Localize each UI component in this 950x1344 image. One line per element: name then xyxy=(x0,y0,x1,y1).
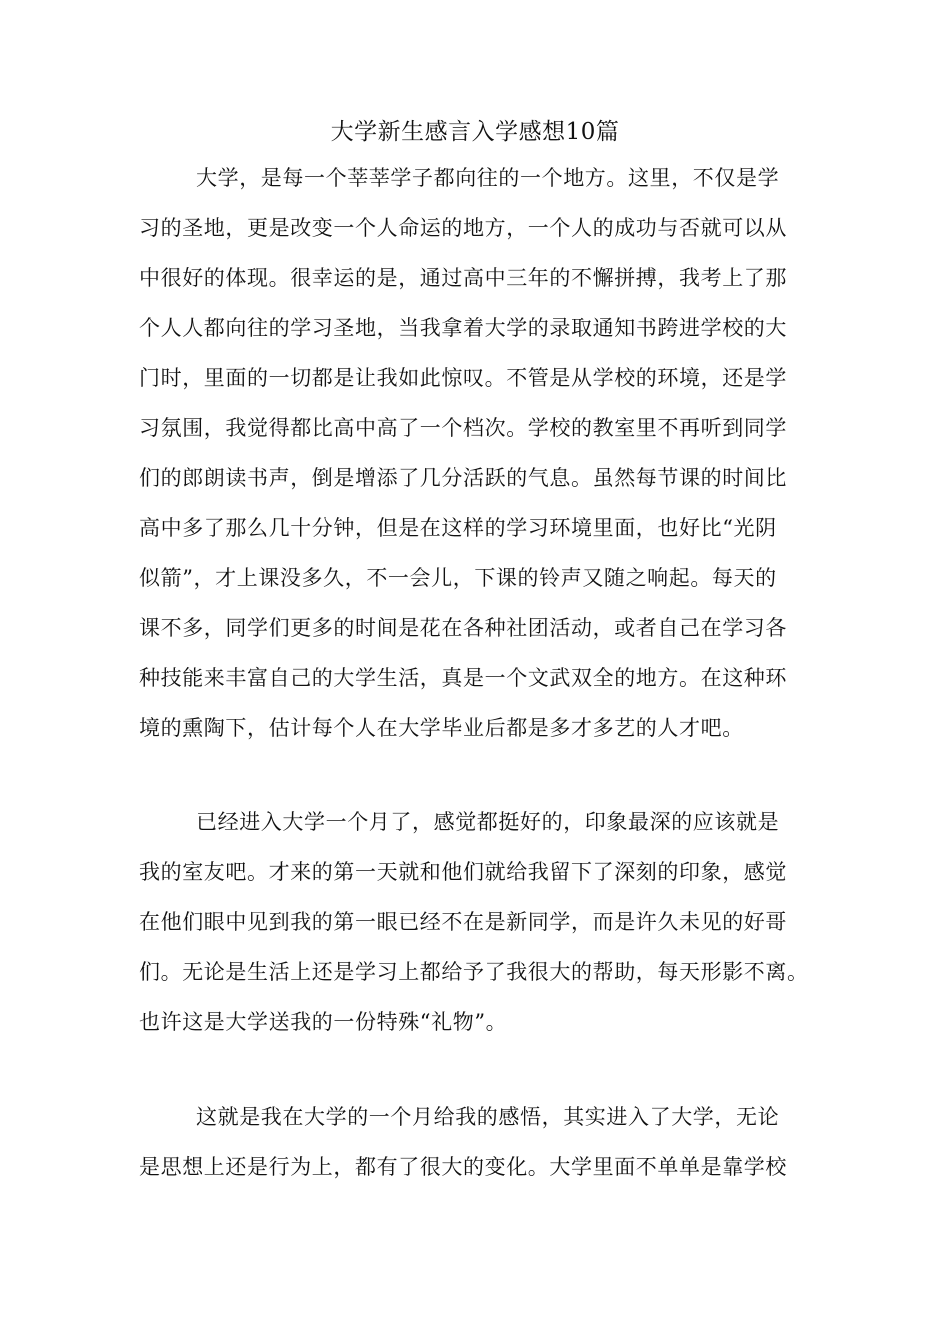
text-line: 个人人都向往的学习圣地，当我拿着大学的录取通知书跨进学校的大 xyxy=(139,316,787,340)
text-line: 似箭”，才上课没多久，不一会儿，下课的铃声又随之响起。每天的 xyxy=(139,566,777,590)
text-line: 在他们眼中见到我的第一眼已经不在是新同学，而是许久未见的好哥 xyxy=(139,910,787,934)
text-line: 门时，里面的一切都是让我如此惊叹。不管是从学校的环境，还是学 xyxy=(139,366,787,390)
text-line: 习氛围，我觉得都比高中高了一个档次。学校的教室里不再听到同学 xyxy=(139,416,787,440)
paragraph-2 xyxy=(139,797,819,1047)
text-line: 课不多，同学们更多的时间是花在各种社团活动，或者自己在学习各 xyxy=(139,616,787,640)
text-line: 已经进入大学一个月了，感觉都挺好的，印象最深的应该就是 xyxy=(196,810,780,834)
text-line: 种技能来丰富自己的大学生活，真是一个文武双全的地方。在这种环 xyxy=(139,666,787,690)
text-line: 大学，是每一个莘莘学子都向往的一个地方。这里，不仅是学 xyxy=(196,166,780,190)
text-line: 习的圣地，更是改变一个人命运的地方，一个人的成功与否就可以从 xyxy=(139,216,787,240)
text-line: 高中多了那么几十分钟，但是在这样的学习环境里面，也好比“光阴 xyxy=(139,516,777,540)
text-line: 们。无论是生活上还是学习上都给予了我很大的帮助，每天形影不离。 xyxy=(139,960,809,984)
document-title: 大学新生感言入学感想10篇 xyxy=(330,119,620,145)
text-line: 是思想上还是行为上，都有了很大的变化。大学里面不单单是靠学校 xyxy=(139,1155,787,1179)
paragraph-1 xyxy=(139,153,819,753)
text-line: 中很好的体现。很幸运的是，通过高中三年的不懈拼搏，我考上了那 xyxy=(139,266,787,290)
text-line: 我的室友吧。才来的第一天就和他们就给我留下了深刻的印象，感觉 xyxy=(139,860,787,884)
text-line: 这就是我在大学的一个月给我的感悟，其实进入了大学，无论 xyxy=(196,1105,780,1129)
text-line: 们的郎朗读书声，倒是增添了几分活跃的气息。虽然每节课的时间比 xyxy=(139,466,787,490)
text-line: 境的熏陶下，估计每个人在大学毕业后都是多才多艺的人才吧。 xyxy=(139,716,744,740)
paragraph-3 xyxy=(139,1092,819,1192)
text-line: 也许这是大学送我的一份特殊“礼物”。 xyxy=(139,1010,508,1034)
